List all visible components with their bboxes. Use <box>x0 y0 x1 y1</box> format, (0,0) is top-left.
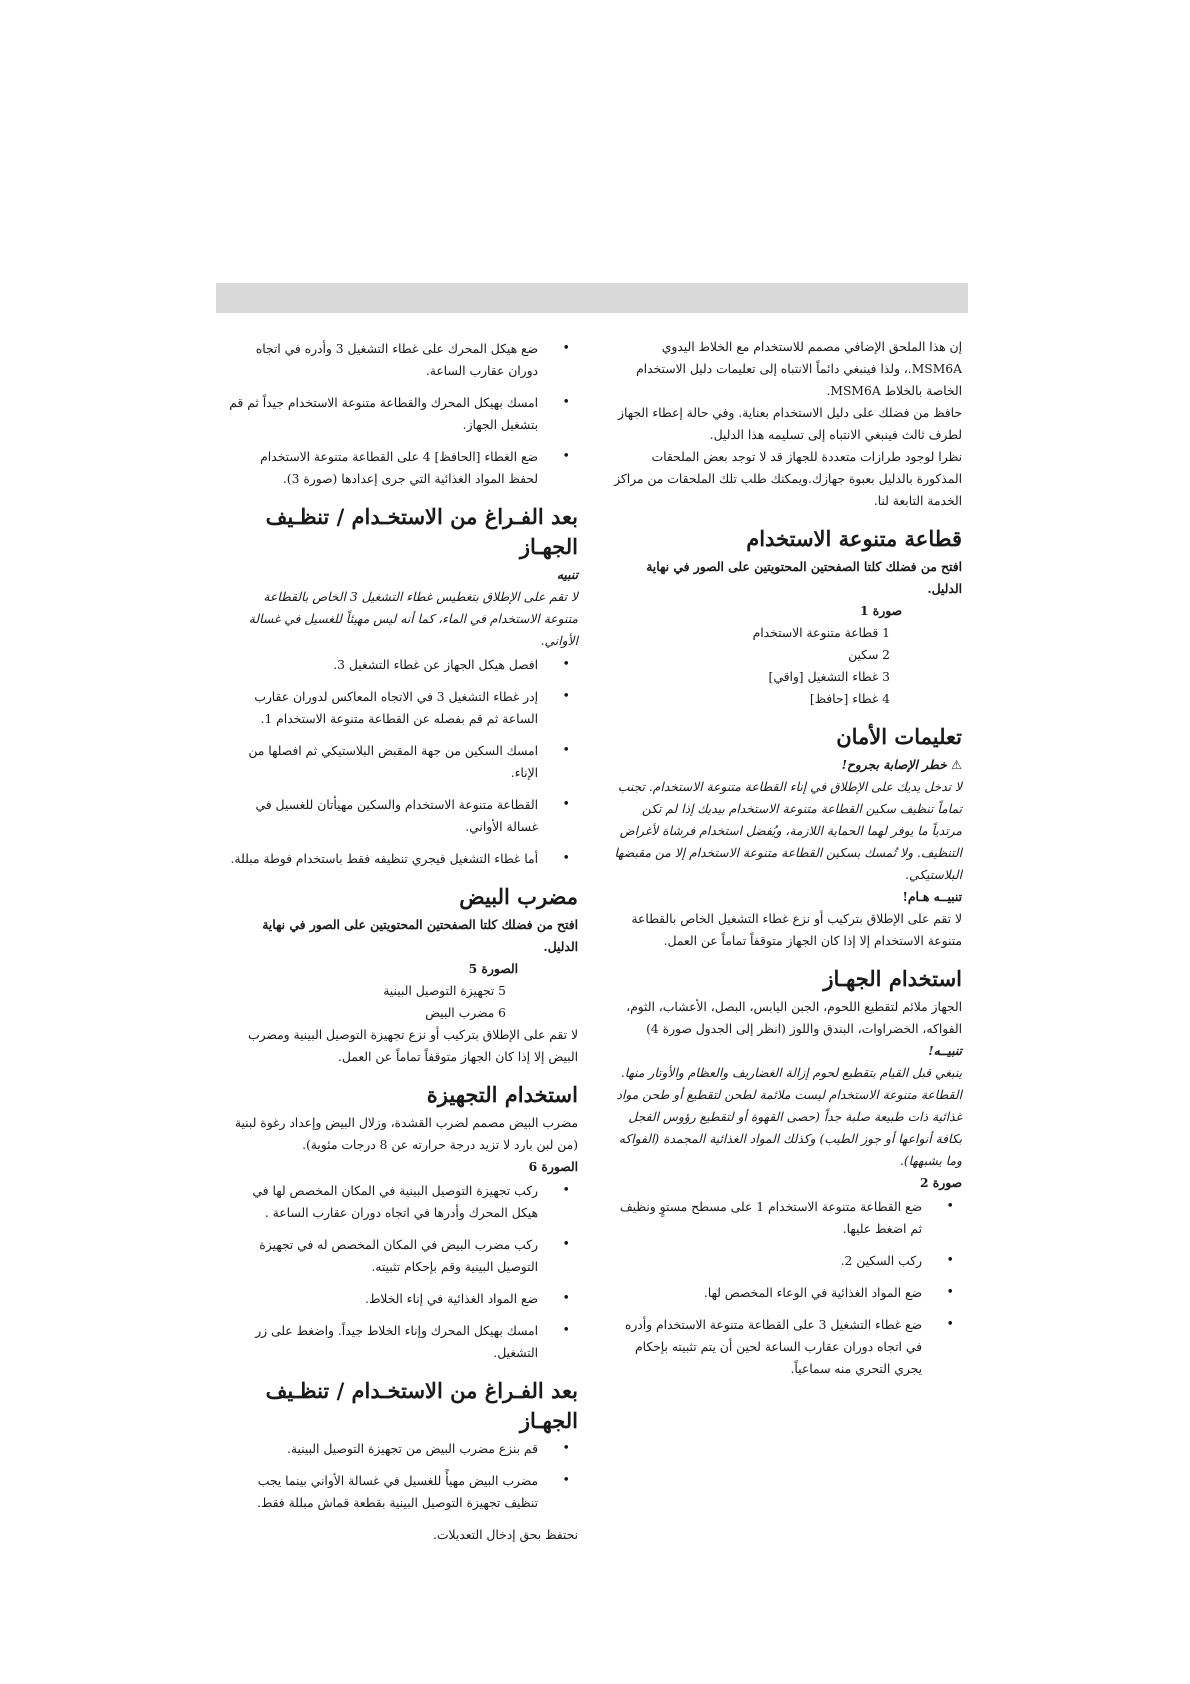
part-item: 4 غطاء [حافظ] <box>809 692 890 706</box>
figure-label: صورة 2 <box>919 1175 962 1190</box>
header-band <box>216 283 968 313</box>
section-heading-device-use: استخدام الجهـاز <box>823 966 962 991</box>
list-item: • أما غطاء التشغيل فيجري تنظيفه فقط باستخدام فوطة مبللة. <box>228 848 578 870</box>
open-pages-note: افتح من فضلك كلتا الصفحتين المحتويتين على الصور في نهاية الدليل. <box>646 559 962 596</box>
attachment-use-text: مضرب البيض مصمم لضرب القشدة، وزلال البيض وإعداد رغوة لبنية (من لبن بارد لا تزيد درجة حرارته عن 8 درجات مئوية). <box>234 1116 578 1152</box>
list-item: • قم بنزع مضرب البيض من تجهيزة التوصيل البينية. <box>228 1438 578 1460</box>
section-heading-cleaning: بعد الفـراغ من الاستخـدام / تنظـيف الجهـاز <box>265 1378 578 1433</box>
figure-label: الصورة 6 <box>528 1159 578 1174</box>
right-column <box>612 336 962 1390</box>
list-item: • ضع المواد الغذائية في الوعاء المخصص لها. <box>612 1282 962 1304</box>
list-item: • ضع المواد الغذائية في إناء الخلاط. <box>228 1288 578 1310</box>
list-item: • ركب تجهيزة التوصيل البينية في المكان المخصص لها في هيكل المحرك وأدرها في اتجاه دوران عقارب الساعة . <box>228 1180 578 1224</box>
device-use-text: الجهاز ملائم لتقطيع اللحوم، الجبن اليابس، البصل، الأعشاب، الثوم، الفواكه، الخضراوات، البندق واللوز (انظر إلى الجدول صورة 4) <box>626 1000 962 1036</box>
section-heading-multi-cutter: قطاعة متنوعة الاستخدام <box>746 526 962 551</box>
list-item: • مضرب البيض مهيأً للغسيل في غسالة الأواني بينما يجب تنظيف تجهيزة التوصيل البينية بقطعة قماش مبللة فقط. <box>228 1470 578 1514</box>
steps-list <box>228 1438 578 1514</box>
footer-note: نحتفظ بحق إدخال التعديلات. <box>433 1528 578 1542</box>
note-title: تنبيــه! <box>928 1043 962 1058</box>
note-title: تنبيه <box>556 567 578 582</box>
important-text: لا تقم على الإطلاق بتركيب أو نزع غطاء التشغيل الخاص بالقطاعة متنوعة الاستخدام إلا إذا كان الجهاز متوقفاً تماماً عن العمل. <box>631 912 962 948</box>
important-title: تنبيــه هـام! <box>902 889 962 904</box>
section-heading-attachment-use: استخدام التجهيزة <box>426 1082 578 1107</box>
warning-triangle-icon: ⚠ <box>950 758 962 772</box>
list-item: • ضع هيكل المحرك على غطاء التشغيل 3 وأدره في اتجاه دوران عقارب الساعة. <box>228 338 578 382</box>
whisk-text: لا تقم على الإطلاق بتركيب أو نزع تجهيزة التوصيل البينية ومضرب البيض إلا إذا كان الجهاز متوقفاً تماماً عن العمل. <box>248 1028 578 1064</box>
danger-title <box>612 754 962 776</box>
intro-paragraph: نظرا لوجود طرازات متعددة للجهاز قد لا توجد بعض الملحقات المذكورة بالدليل بعبوة جهازك.ويمكنك طلب تلك الملحقات من مراكز الخدمة التابعة لنا. <box>614 450 962 508</box>
list-item: • امسك بهيكل المحرك والقطاعة متنوعة الاستخدام جيداً ثم قم بتشغيل الجهاز. <box>228 392 578 436</box>
list-item: • امسك السكين من جهة المقبض البلاستيكي ثم افصلها من الإناء. <box>228 740 578 784</box>
open-pages-note: افتح من فضلك كلتا الصفحتين المحتويتين على الصور في نهاية الدليل. <box>262 917 578 954</box>
list-item: • ضع غطاء التشغيل 3 على القطاعة متنوعة الاستخدام وأدره في اتجاه دوران عقارب الساعة لحين أن يتم تثبيته بإحكام يجري التحري منه سماعياً. <box>612 1314 962 1380</box>
list-item: • افصل هيكل الجهاز عن غطاء التشغيل 3. <box>228 654 578 676</box>
part-item: 2 سكين <box>848 648 890 662</box>
steps-list <box>612 1196 962 1380</box>
section-heading-cleaning: بعد الفـراغ من الاستخـدام / تنظـيف الجهـاز <box>265 504 578 559</box>
figure-label: صورة 1 <box>859 603 902 618</box>
note-text: لا تقم على الإطلاق بتغطيس غطاء التشغيل 3 الخاص بالقطاعة متنوعة الاستخدام في الماء، كما أنه ليس مهيئاً للغسيل في غسالة الأواني. <box>248 590 578 648</box>
danger-title-text: خطر الإصابة بجروح! <box>841 757 947 772</box>
section-heading-safety: تعليمات الأمان <box>836 724 962 749</box>
danger-text: لا تدخل يديك على الإطلاق في إناء القطاعة متنوعة الاستخدام. تجنب تماماً تنظيف سكين القطاعة متنوعة الاستخدام بيديك إذا لم تكن مرتدياً ما يوفر لهما الحماية اللازمة، ويُفضل استخدام فرشاة لأغراض التنظيف. ولا تُمسك بسكين القطاعة متنوعة الاستخدام إلا من مقبضها البلاستيكي. <box>614 780 962 882</box>
part-item: 3 غطاء التشغيل [واقي] <box>768 670 890 684</box>
note-text: ينبغي قبل القيام بتقطيع لحوم إزالة الغضاريف والعظام والأوتار منها. القطاعة متنوعة الاستخدام ليست ملائمة لطحن لتقطيع أو طحن مواد غذائية ذات طبيعة صلبة جداً (حصى القهوة أو لتقطيع رؤوس الفجل بكافة أنواعها أو جوز الطيب) وكذلك المواد الغذائية المجمدة (الفواكه وما يشبهها). <box>616 1066 962 1168</box>
left-column <box>228 336 578 1546</box>
list-item: • ضع الغطاء [الحافظ] 4 على القطاعة متنوعة الاستخدام لحفظ المواد الغذائية التي جرى إعدادها (صورة 3). <box>228 446 578 490</box>
steps-list <box>228 338 578 490</box>
list-item: • ركب مضرب البيض في المكان المخصص له في تجهيزة التوصيل البينية وقم بإحكام تثبيته. <box>228 1234 578 1278</box>
figure-label: الصورة 5 <box>468 961 518 976</box>
list-item: • القطاعة متنوعة الاستخدام والسكين مهيأتان للغسيل في غسالة الأواني. <box>228 794 578 838</box>
steps-list <box>228 1180 578 1364</box>
list-item: • إدر غطاء التشغيل 3 في الاتجاه المعاكس لدوران عقارب الساعة ثم قم بفصله عن القطاعة متنوعة الاستخدام 1. <box>228 686 578 730</box>
part-item: 5 تجهيزة التوصيل البينية <box>383 984 506 998</box>
steps-list <box>228 654 578 870</box>
list-item: • امسك بهيكل المحرك وإناء الخلاط جيداً. واضغط على زر التشغيل. <box>228 1320 578 1364</box>
intro-paragraph: حافظ من فضلك على دليل الاستخدام بعناية. وفي حالة إعطاء الجهاز لطرف ثالث فينبغي الانتباه إلى تسليمه هذا الدليل. <box>618 406 962 442</box>
part-item: 6 مضرب البيض <box>425 1006 506 1020</box>
intro-paragraph: إن هذا الملحق الإضافي مصمم للاستخدام مع الخلاط اليدوي MSM6A.، ولذا فينبغي دائماً الانتباه إلى تعليمات دليل الاستخدام الخاصة بالخلاط MSM6A. <box>636 340 962 398</box>
part-item: 1 قطاعة متنوعة الاستخدام <box>752 626 890 640</box>
list-item: • ركب السكين 2. <box>612 1250 962 1272</box>
section-heading-whisk: مضرب البيض <box>459 884 578 909</box>
list-item: • ضع القطاعة متنوعة الاستخدام 1 على مسطح مستوٍ ونظيف ثم اضغط عليها. <box>612 1196 962 1240</box>
